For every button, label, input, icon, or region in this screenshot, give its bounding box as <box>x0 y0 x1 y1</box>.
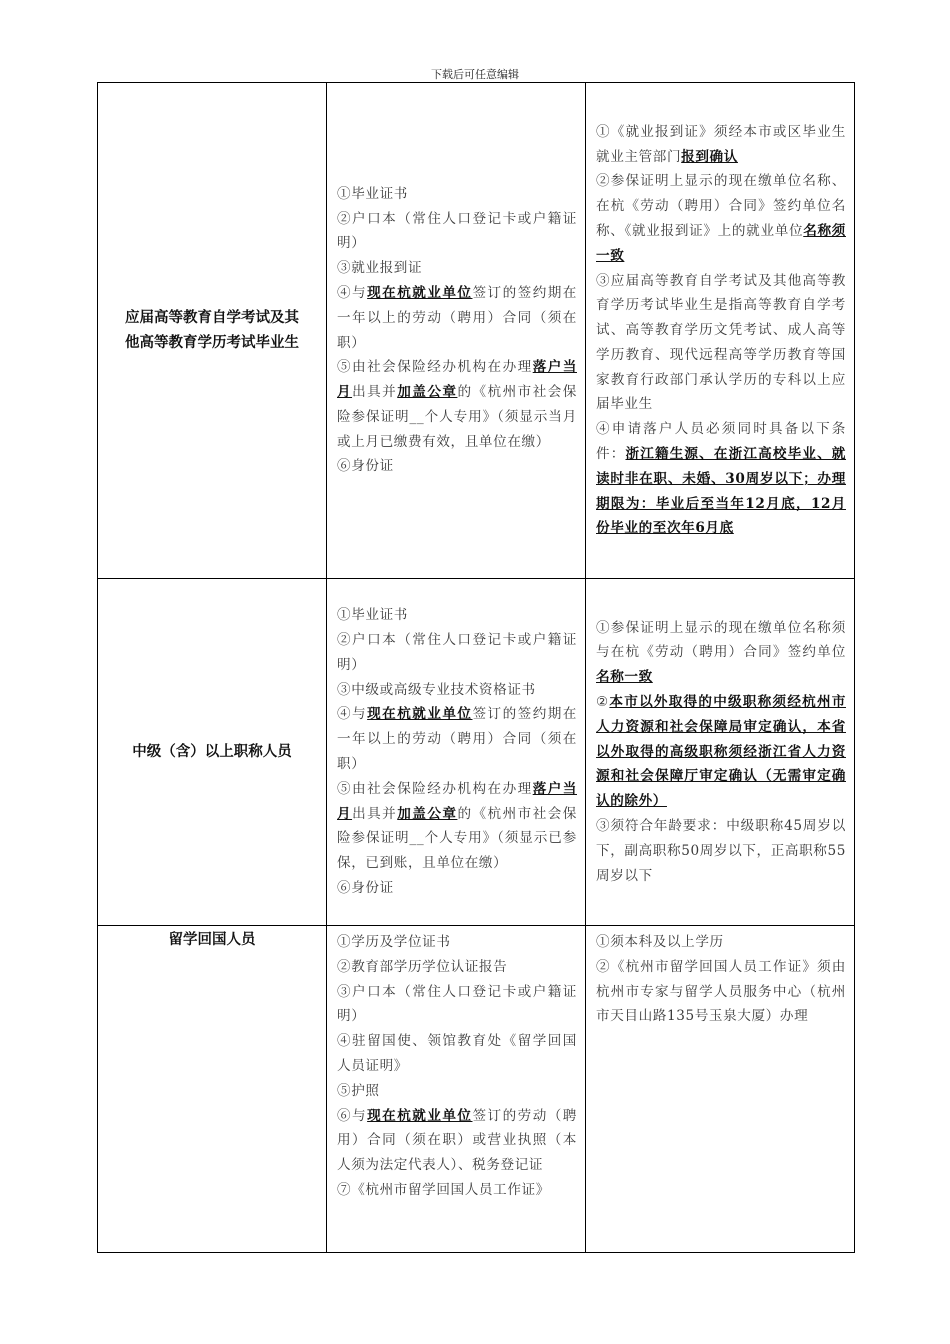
list-item <box>337 1178 577 1203</box>
text-run: ①《就业报到证》须经本市或区毕业生就业主管部门 <box>596 123 846 165</box>
category-line: 留学回国人员 <box>168 932 256 948</box>
materials-cell <box>327 926 586 1253</box>
list-item <box>596 955 846 1029</box>
text-run: ④驻留国使、领馆教育处《留学回国人员证明》 <box>337 1033 577 1074</box>
list-item <box>337 182 577 207</box>
text-run: ⑥身份证 <box>337 458 394 475</box>
materials-list <box>327 178 585 484</box>
text-run: 签订的签约期在一年以上的劳动（聘用）合同（须在职） <box>337 284 577 351</box>
text-run: ④与 <box>337 284 368 301</box>
text-run: ③须符合年龄要求：中级职称45周岁以下，副高职称50周岁以下，正高职称55周岁以下 <box>596 817 846 884</box>
list-item <box>337 1104 577 1178</box>
text-run: ②户口本（常住人口登记卡或户籍证明） <box>337 210 577 252</box>
text-run: ④申请落户人员必须同时具备以下条件： <box>596 421 846 463</box>
category-line: 他高等教育学历考试毕业生 <box>125 334 299 351</box>
list-item <box>337 955 577 980</box>
list-item <box>337 1079 577 1104</box>
text-run: ⑤由社会保险经办机构在办理 <box>337 780 533 797</box>
requirements-table <box>97 82 855 1253</box>
list-item <box>337 777 577 876</box>
category-line: 应届高等教育自学考试及其 <box>125 309 299 326</box>
text-run: 本市以外取得的中级职称须经杭州市人力资源和社会保障局审定确认，本省以外取得的高级职称须经浙江省人力资源和社会保障厅审定确认（无需审定确认的除外） <box>596 694 846 810</box>
list-item <box>596 169 846 268</box>
list-item <box>337 628 577 678</box>
text-run: ④与 <box>337 706 368 723</box>
list-item <box>337 702 577 776</box>
text-run: ①须本科及以上学历 <box>596 934 724 950</box>
list-item <box>337 1029 577 1079</box>
text-run: 名称须一致 <box>596 222 846 264</box>
text-run: 落户当月 <box>337 359 577 401</box>
list-item <box>337 930 577 955</box>
text-run: ②《杭州市留学回国人员工作证》须由杭州市专家与留学人员服务中心（杭州市天目山路135号玉泉大厦）办理 <box>596 958 846 1025</box>
list-item <box>337 281 577 355</box>
text-run: ①毕业证书 <box>337 607 408 624</box>
list-item <box>337 980 577 1030</box>
table-row <box>98 926 855 1253</box>
page-header: 下载后可任意编辑 <box>431 68 519 81</box>
text-run: 的《杭州市社会保险参保证明__个人专用》（须显示当月或上月已缴费有效，且单位在缴） <box>337 384 577 450</box>
table-row <box>98 83 855 579</box>
text-run: 加盖公章 <box>397 805 458 822</box>
list-item <box>337 876 577 901</box>
list-item <box>337 355 577 454</box>
text-run: ⑦《杭州市留学回国人员工作证》 <box>337 1181 550 1198</box>
materials-list <box>327 926 585 1207</box>
text-run: ①参保证明上显示的现在缴单位名称须与在杭《劳动（聘用）合同》签约单位 <box>596 619 846 661</box>
text-run: 加盖公章 <box>397 384 458 401</box>
category-cell <box>98 83 327 579</box>
notes-cell <box>586 926 855 1253</box>
list-item <box>596 616 846 690</box>
text-run: 现在杭就业单位 <box>367 706 473 723</box>
category-cell <box>98 926 327 1253</box>
list-item <box>337 207 577 257</box>
text-run: 签订的劳动（聘用）合同（须在职）或营业执照（本人须为法定代表人）、税务登记证 <box>337 1107 577 1174</box>
list-item <box>337 678 577 703</box>
text-run: 浙江籍生源、在浙江高校毕业、就读时非在职、未婚、30周岁以下；办理期限为：毕业后至当年12月底，12月份毕业的至次年6月底 <box>596 446 847 537</box>
text-run: 签订的签约期在一年以上的劳动（聘用）合同（须在职） <box>337 706 577 772</box>
list-item <box>337 603 577 628</box>
list-item <box>596 814 846 888</box>
notes-list <box>586 116 854 546</box>
text-run: ③户口本（常住人口登记卡或户籍证明） <box>337 983 577 1025</box>
text-run: ①学历及学位证书 <box>337 934 451 950</box>
text-run: ③就业报到证 <box>337 260 423 277</box>
text-run: 报到确认 <box>681 148 738 165</box>
text-run: 现在杭就业单位 <box>367 1107 473 1124</box>
text-run: 现在杭就业单位 <box>367 284 473 301</box>
text-run: ⑤由社会保险经办机构在办理 <box>337 359 533 376</box>
text-run: 出具并 <box>352 384 398 401</box>
list-item <box>596 269 846 418</box>
text-run: 的《杭州市社会保险参保证明__个人专用》（须显示已参保，已到账，且单位在缴） <box>337 805 577 872</box>
notes-cell <box>586 579 855 926</box>
category-line: 中级（含）以上职称人员 <box>132 743 292 760</box>
text-run: ②教育部学历学位认证报告 <box>337 958 508 975</box>
list-item <box>596 120 846 170</box>
text-run: ⑤护照 <box>337 1082 380 1099</box>
materials-cell <box>327 579 586 926</box>
list-item <box>596 690 846 814</box>
text-run: 出具并 <box>352 805 398 822</box>
notes-list <box>586 612 854 893</box>
materials-list <box>327 599 585 905</box>
list-item <box>337 256 577 281</box>
list-item <box>596 417 846 541</box>
text-run: ⑥身份证 <box>337 879 394 896</box>
text-run: ②参保证明上显示的现在缴单位名称、在杭《劳动（聘用）合同》签约单位名称、《就业报到证》上的就业单位 <box>596 173 846 239</box>
table-row <box>98 579 855 926</box>
text-run: ②户口本（常住人口登记卡或户籍证明） <box>337 632 577 673</box>
text-run: ①毕业证书 <box>337 185 408 202</box>
text-run: ③中级或高级专业技术资格证书 <box>337 681 536 698</box>
text-run: ② <box>596 694 610 710</box>
category-cell <box>98 579 327 926</box>
materials-cell <box>327 83 586 579</box>
notes-list <box>586 926 854 1033</box>
text-run: ③应届高等教育自学考试及其他高等教育学历考试毕业生是指高等教育自学考试、高等教育学历文凭考试、成人高等学历教育、现代远程高等学历教育等国家教育行政部门承认学历的专科以上应届毕业生 <box>596 272 846 413</box>
text-run: ⑥与 <box>337 1107 368 1124</box>
text-run: 名称一致 <box>596 669 653 686</box>
text-run: 落户当月 <box>337 780 577 822</box>
notes-cell <box>586 83 855 579</box>
list-item <box>596 930 846 955</box>
list-item <box>337 454 577 479</box>
